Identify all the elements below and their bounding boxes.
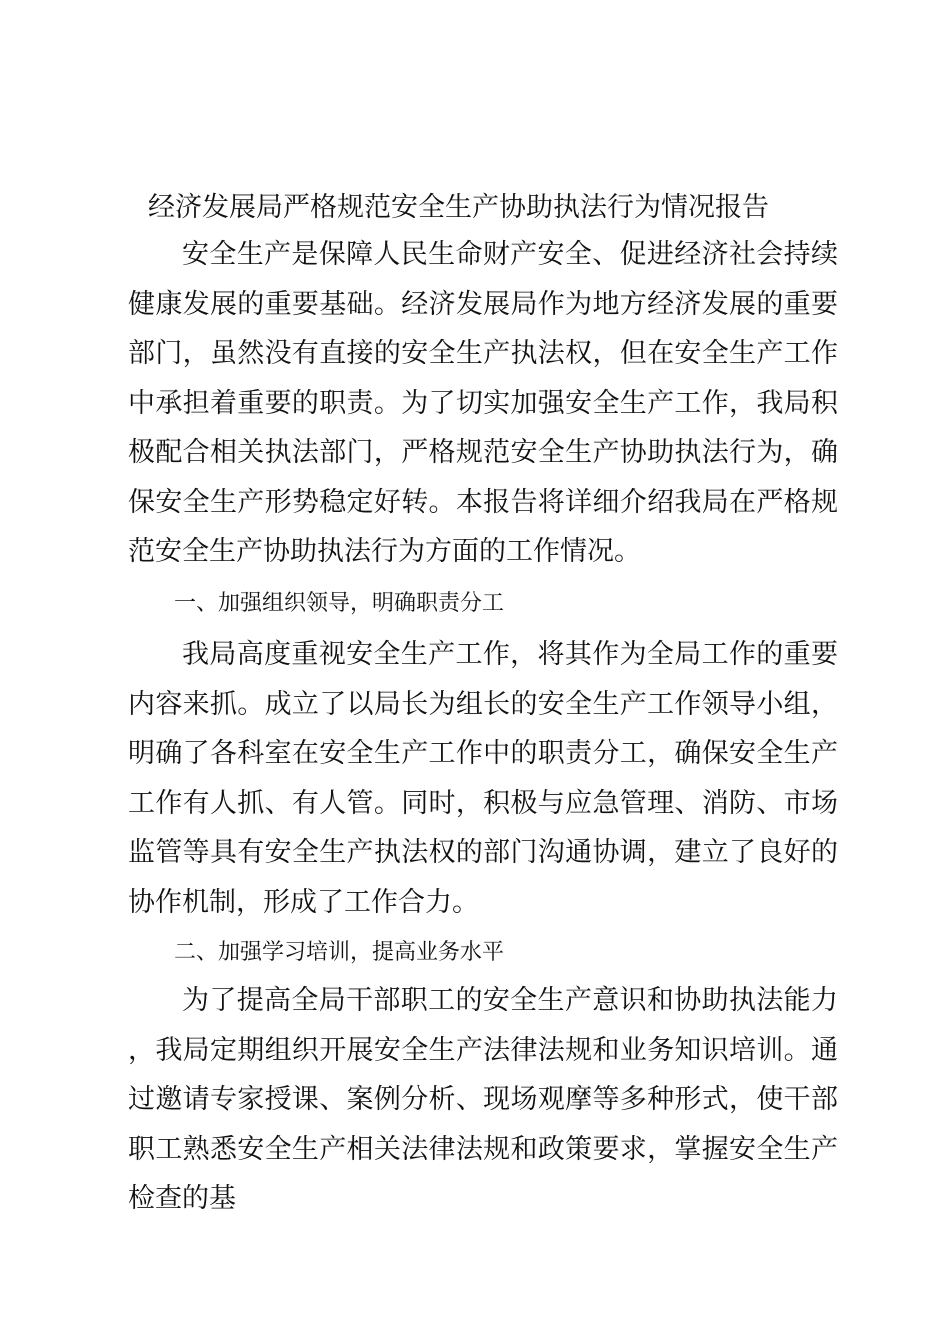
document-title: 经济发展局严格规范安全生产协助执法行为情况报告 bbox=[148, 192, 769, 223]
paragraph-section-1: 我局高度重视安全生产工作，将其作为全局工作的重要内容来抓。成立了以局长为组长的安全生产工作领导小组，明确了各科室在安全生产工作中的职责分工，确保安全生产工作有人抓、有人管。同时，积极与应急管理、消防、市场监管等具有安全生产执法权的部门沟通协调，建立了良好的协作机制，形成了工作合力。 bbox=[128, 639, 838, 918]
paragraph-intro: 安全生产是保障人民生命财产安全、促进经济社会持续健康发展的重要基础。经济发展局作为地方经济发展的重要部门，虽然没有直接的安全生产执法权，但在安全生产工作中承担着重要的职责。为了切实加强安全生产工作，我局积极配合相关执法部门，严格规范安全生产协助执法行为，确保安全生产形势稳定好转。本报告将详细介绍我局在严格规范安全生产协助执法行为方面的工作情况。 bbox=[128, 239, 838, 567]
section-heading-2: 二、加强学习培训，提高业务水平 bbox=[174, 940, 505, 965]
section-heading-1: 一、加强组织领导，明确职责分工 bbox=[174, 591, 505, 616]
paragraph-section-2: 为了提高全局干部职工的安全生产意识和协助执法能力，我局定期组织开展安全生产法律法规和业务知识培训。通过邀请专家授课、案例分析、现场观摩等多种形式，使干部职工熟悉安全生产相关法律法规和政策要求，掌握安全生产检查的基 bbox=[128, 985, 838, 1214]
